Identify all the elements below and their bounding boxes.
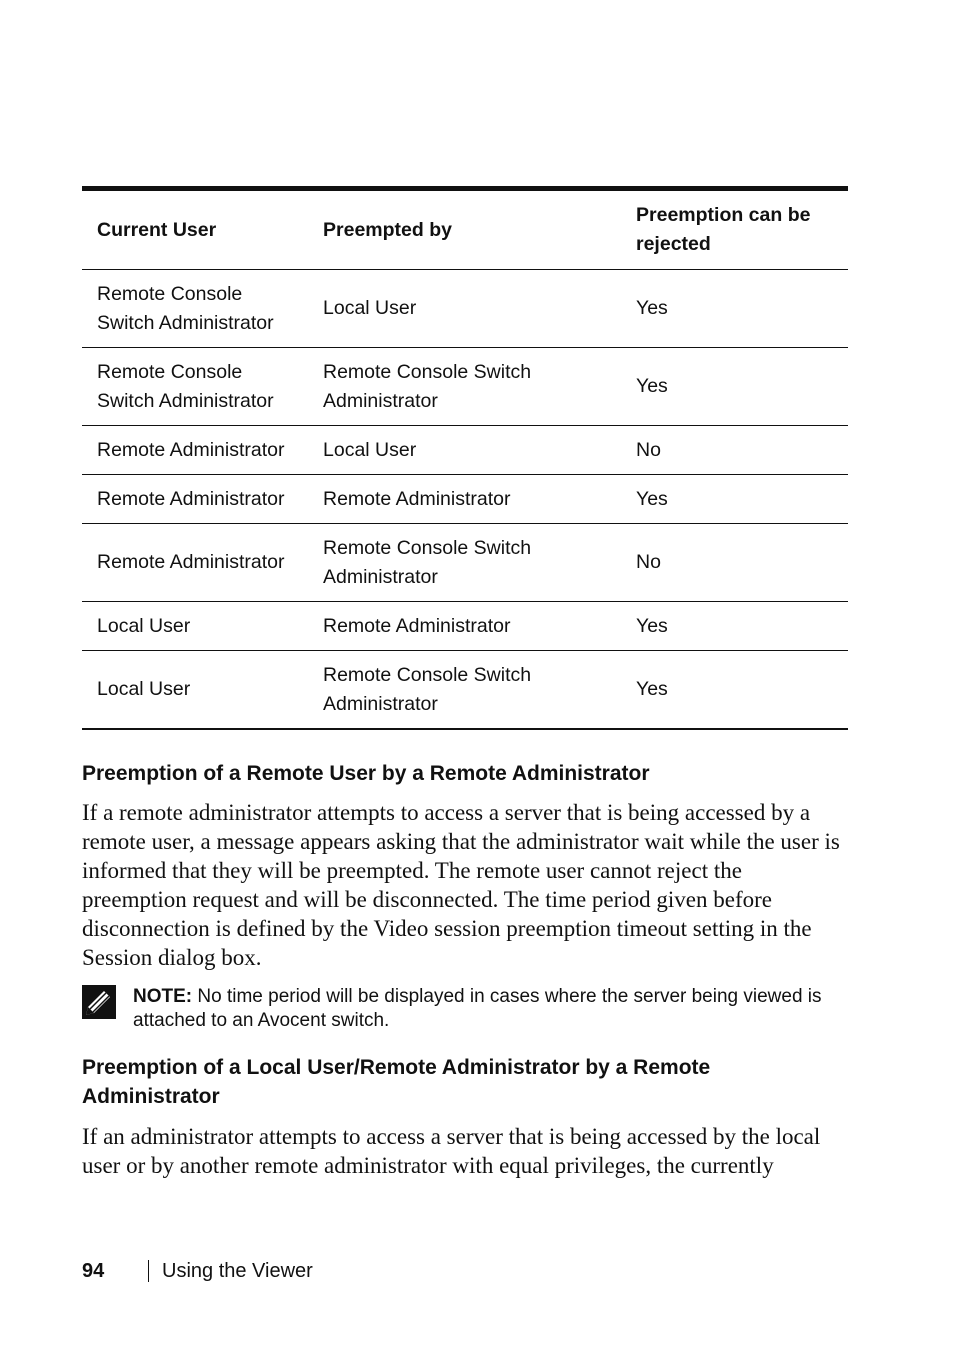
cell-current-user: Remote Console Switch Administrator	[82, 348, 308, 426]
cell-preempted-by: Remote Console Switch Administrator	[308, 348, 621, 426]
cell-can-be-rejected: No	[621, 524, 848, 602]
note-label: NOTE:	[133, 986, 193, 1007]
cell-current-user: Local User	[97, 678, 191, 700]
preemption-table-container	[82, 186, 848, 730]
cell-can-be-rejected: Yes	[621, 602, 848, 651]
cell-preempted-by: Local User	[308, 426, 621, 475]
column-header-preempted-by: Preempted by	[308, 189, 621, 270]
cell-can-be-rejected: Yes	[636, 678, 668, 700]
table-row	[82, 475, 848, 524]
cell-can-be-rejected: Yes	[621, 475, 848, 524]
table-row	[82, 602, 848, 651]
cell-current-user: Remote Administrator	[82, 426, 308, 475]
cell-can-be-rejected: Yes	[621, 348, 848, 426]
cell-preempted-by: Remote Console Switch Administrator	[308, 524, 621, 602]
table-row	[82, 348, 848, 426]
table-row	[82, 426, 848, 475]
page-number: 94	[82, 1260, 105, 1282]
cell-can-be-rejected: Yes	[621, 270, 848, 348]
cell-preempted-by: Local User	[308, 270, 621, 348]
cell-current-user: Remote Administrator	[82, 475, 308, 524]
cell-current-user: Remote Administrator	[82, 524, 308, 602]
section-paragraph-remote-user-preemption: If a remote administrator attempts to access a server that is being accessed by a remote user, a message appears asking that the administrator wait while the user is informed that they will be preempted. The remote user cannot reject the preemption request and will be disconnected. The time period given before disconnection is defined by the Video session preemption timeout setting in the Session dialog box.	[82, 800, 840, 970]
column-header-can-be-rejected: Preemption can be rejected	[621, 189, 848, 270]
cell-current-user: Local User	[82, 602, 308, 651]
cell-preempted-by: Remote Administrator	[308, 475, 621, 524]
note-body: No time period will be displayed in cases where the server being viewed is attached to an Avocent switch.	[133, 986, 822, 1031]
preemption-table	[82, 186, 848, 730]
cell-preempted-by: Remote Console Switch Administrator	[323, 663, 532, 715]
table-header-row	[82, 189, 848, 270]
column-header-current-user: Current User	[82, 189, 308, 270]
pencil-note-icon	[82, 985, 116, 1019]
footer-section-title: Using the Viewer	[162, 1260, 313, 1282]
cell-preempted-by: Remote Administrator	[308, 602, 621, 651]
page-footer	[82, 1257, 582, 1285]
section-paragraph-local-user-preemption: If an administrator attempts to access a server that is being accessed by the local user or by another remote administrator with equal privileges, the currently	[82, 1124, 821, 1178]
table-row	[82, 270, 848, 348]
note-text	[133, 985, 848, 1033]
footer-divider	[148, 1260, 149, 1282]
table-row	[82, 651, 848, 730]
section-heading-local-user-preemption: Preemption of a Local User/Remote Administrator by a Remote Administrator	[82, 1056, 711, 1108]
table-row	[82, 524, 848, 602]
cell-can-be-rejected: No	[621, 426, 848, 475]
section-heading-remote-user-preemption: Preemption of a Remote User by a Remote Administrator	[82, 762, 650, 785]
cell-current-user: Remote Console Switch Administrator	[82, 270, 308, 348]
